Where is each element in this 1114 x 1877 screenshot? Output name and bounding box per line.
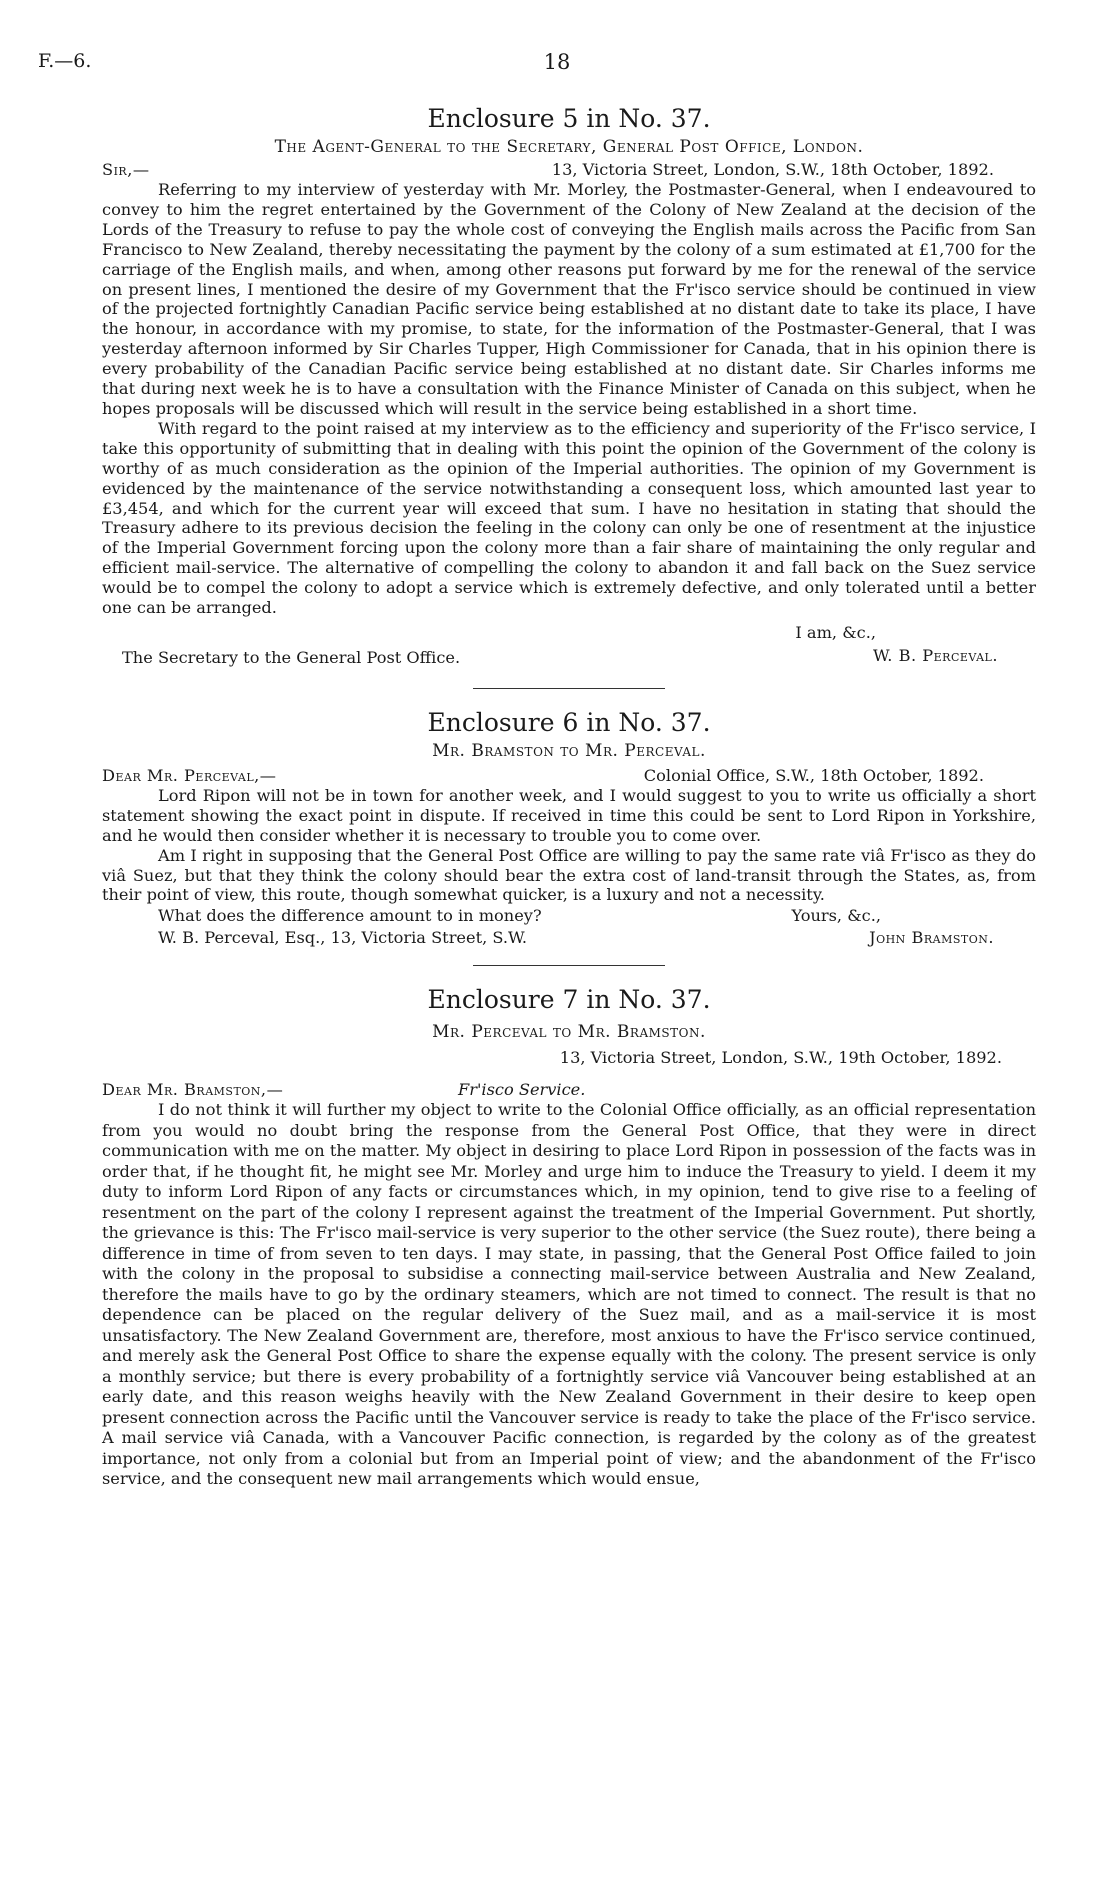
enclosure-subtitle: Mr. Perceval to Mr. Bramston. [432,1022,706,1043]
enclosure-subtitle: Mr. Bramston to Mr. Perceval. [432,740,706,761]
signature: John Bramston. [869,928,994,948]
enclosure-title: Enclosure 7 in No. 37. [427,985,711,1015]
signature: W. B. Perceval. [872,645,998,665]
addressee: The Secretary to the General Post Office. [122,647,461,667]
salutation-row [102,159,1036,180]
salutation-row [102,765,1036,786]
closing: I am, &c., [795,622,876,642]
section-divider [473,965,665,966]
salutation: Dear Mr. Bramston,— [102,1080,284,1100]
address-date: Colonial Office, S.W., 18th October, 1892. [643,765,984,785]
salutation-row [102,1079,1036,1100]
address-row [102,1047,1036,1071]
page-content [102,103,1036,1490]
letter-paragraph: I do not think it will further my object to write to the Colonial Office officially, as an official representation from you would no doubt bring the response from the General Post Office, that they were in direct communication with me on the matter. My object in desiring to place Lord Ripon in possession of the facts was in order that, if he thought fit, he might see Mr. Morley and urge him to induce the Treasury to yield. I deem it my duty to inform Lord Ripon of any facts or circumstances which, in my opinion, tend to give rise to a feeling of resentment on the part of the colony I represent against the treatment of the Imperial Government. Put shortly, the grievance is this: The Fr'isco mail-service is very superior to the other service (the Suez route), there being a difference in time of from seven to ten days. I may state, in passing, that the General Post Office failed to join with the colony in the proposal to subsidise a connecting mail-service between Australia and New Zealand, therefore the mails have to go by the ordinary steamers, which are not timed to connect. The result is that no dependence can be placed on the regular delivery of the Suez mail, and as a mail-service it is most unsatisfactory. The New Zealand Government are, therefore, most anxious to have the Fr'isco service continued, and merely ask the General Post Office to share the expense equally with the colony. The present service is only a monthly service; but there is every probability of a fortnightly service viâ Vancouver being established at an early date, and this reason weighs heavily with the New Zealand Government in their desire to keep open present connection across the Pacific until the Vancouver service is ready to take the place of the Fr'isco service. A mail service viâ Canada, with a Vancouver Pacific connection, is regarded by the colony as of the greatest importance, not only from a colonial but from an Imperial point of view; and the abandonment of the Fr'isco service, and the consequent new mail arrangements which would ensue, [102,1100,1036,1489]
letter-paragraph: Lord Ripon will not be in town for another week, and I would suggest to you to write us officially a short statement showing the exact point in dispute. If received in time this could be sent to Lord Ripon in Yorkshire, and he would then consider whether it is necessary to trouble you to come over. [102,785,1036,845]
closing: Yours, &c., [791,906,881,926]
address-date: 13, Victoria Street, London, S.W., 19th October, 1892. [559,1048,1002,1068]
salutation: Sir,— [102,160,150,179]
enclosure-subtitle: The Agent-General to the Secretary, General Post Office, London. [274,137,864,157]
letter-paragraph: With regard to the point raised at my interview as to the efficiency and superiority of the Fr'isco service, I take this opportunity of submitting that in dealing with this point the opinion of the Government of the colony is worthy of as much consideration as the opinion of the Imperial authorities. The opinion of my Government is evidenced by the maintenance of the service notwithstanding a consequent loss, which amounted last year to £3,454, and which for the current year will exceed that sum. I have no hesitation in stating that should the Treasury adhere to its previous decision the feeling in the colony can only be one of resentment at the injustice of the Imperial Government forcing upon the colony more than a fair share of maintaining the only regular and efficient mail-service. The alternative of compelling the colony to abandon it and fall back on the Suez service would be to compel the colony to adopt a service which is extremely defective, and only tolerated until a better one can be arranged. [102,418,1036,618]
enclosure-6 [102,707,1036,949]
subject-line: Fr'isco Service. [458,1080,586,1100]
enclosure-7 [102,984,1036,1490]
salutation: Dear Mr. Perceval,— [102,765,277,785]
addressee: W. B. Perceval, Esq., 13, Victoria Street, S.W. [158,928,527,948]
page-number: 18 [543,50,571,74]
question-line: What does the difference amount to in money? [158,906,542,926]
letter-paragraph: Am I right in supposing that the General Post Office are willing to pay the same rate viâ Fr'isco as they do viâ Suez, but that they think the colony should bear the extra cost of land-transit through the States, as, from their point of view, this route, though somewhat quicker, is a luxury and not a necessity. [102,845,1036,905]
signature-block [102,905,1036,949]
page-header [38,50,1076,80]
section-divider [473,688,665,689]
enclosure-title: Enclosure 6 in No. 37. [427,707,711,737]
enclosure-5 [102,103,1036,672]
letter-paragraph: Referring to my interview of yesterday with Mr. Morley, the Postmaster-General, when I endeavoured to convey to him the regret entertained by the Government of the Colony of New Zealand at the decision of the Lords of the Treasury to refuse to pay the whole cost of conveying the English mails across the Pacific from San Francisco to New Zealand, thereby necessitating the payment by the colony of a sum estimated at £1,700 for the carriage of the English mails, and when, among other reasons put forward by me for the renewal of the service on present lines, I mentioned the desire of my Government that the Fr'isco service should be continued in view of the projected fortnightly Canadian Pacific service being established at no distant date to take its place, I have the honour, in accordance with my promise, to state, for the information of the Postmaster-General, that I was yesterday afternoon informed by Sir Charles Tupper, High Commissioner for Canada, that in his opinion there is every probability of the Canadian Pacific service being established at no distant date. Sir Charles informs me that during next week he is to have a consultation with the Finance Minister of Canada on this subject, when he hopes proposals will be discussed which will result in the service being established in a short time. [102,180,1036,418]
enclosure-title: Enclosure 5 in No. 37. [427,104,711,133]
address-date: 13, Victoria Street, London, S.W., 18th October, 1892. [551,160,994,179]
signature-block [102,622,1036,672]
document-reference: F.—6. [38,50,92,72]
